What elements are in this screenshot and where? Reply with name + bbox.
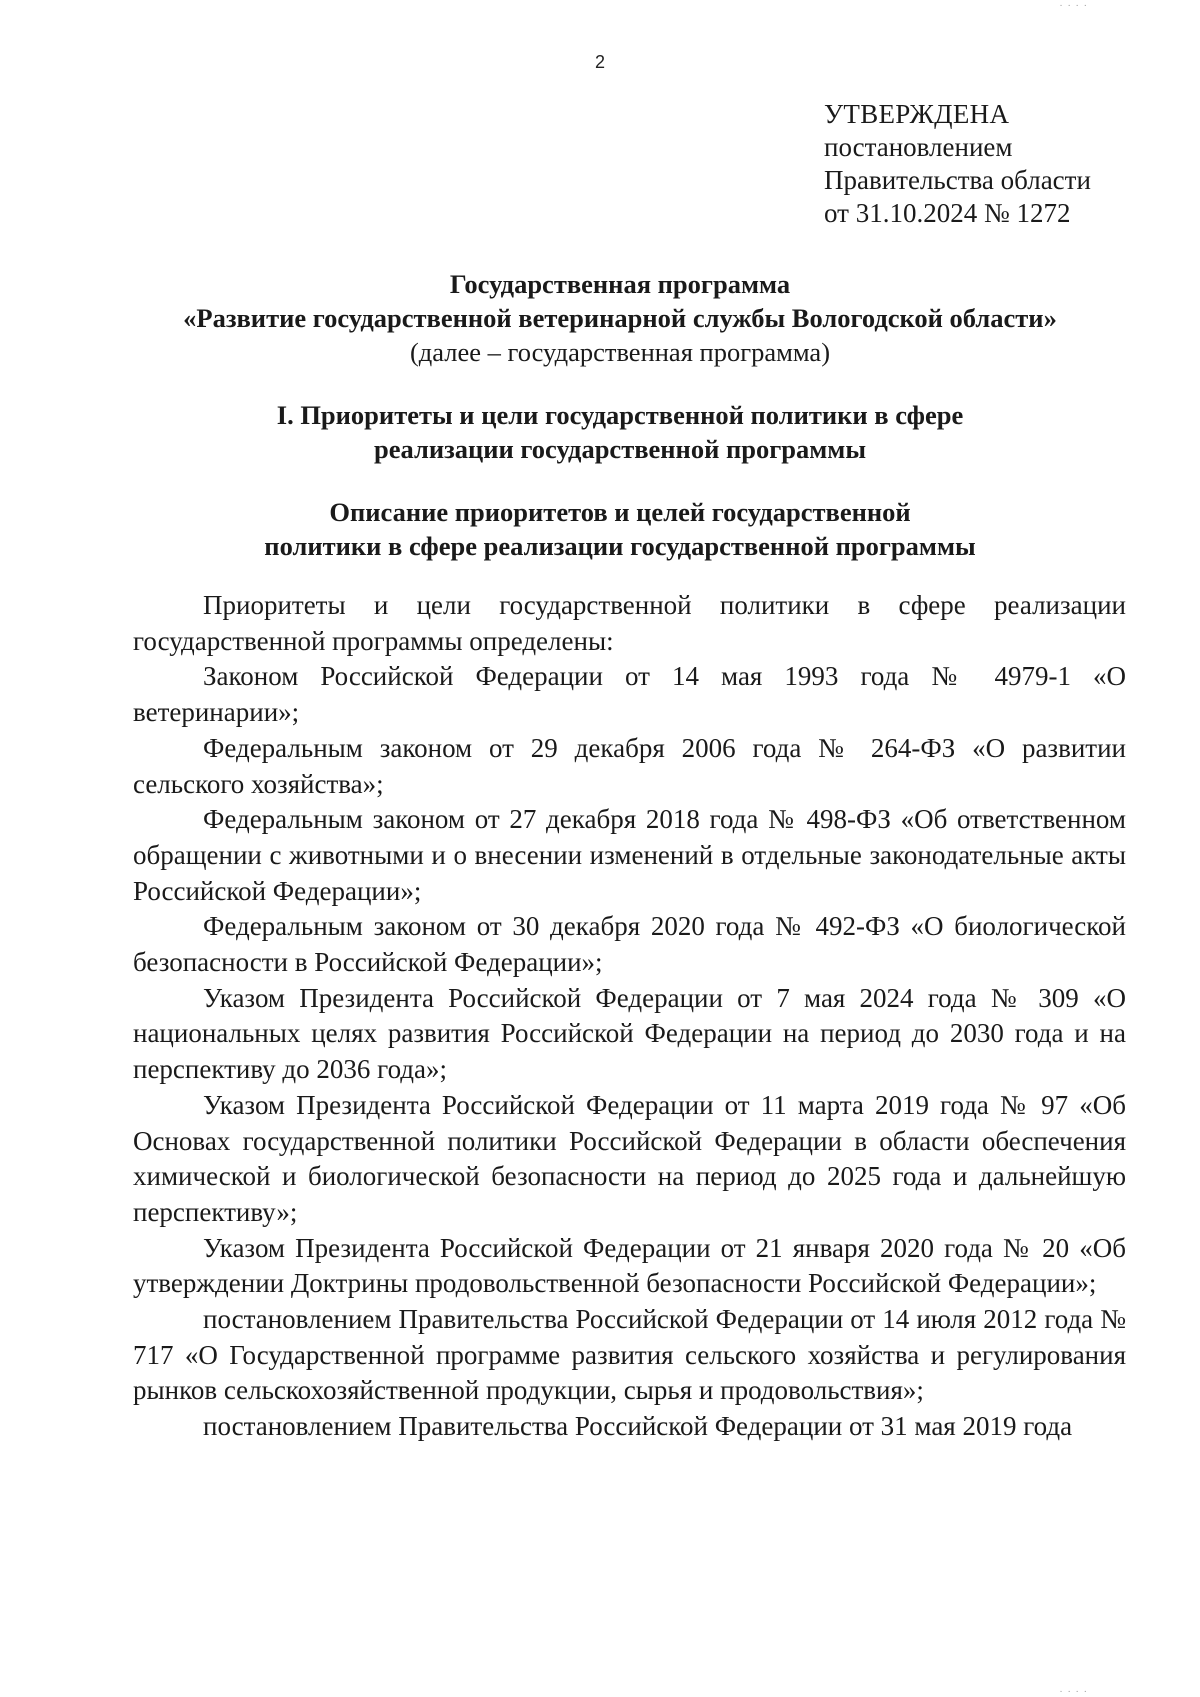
paragraph: постановлением Правительства Российской Федерации от 31 мая 2019 года [203, 1411, 1073, 1442]
paragraph: Приоритеты и цели государственной политики в сфере реализации государственной программы определены: [133, 590, 1126, 656]
program-note: (далее – государственная программа) [409, 337, 831, 367]
paragraph: Федеральным законом от 27 декабря 2018 года № 498-ФЗ «Об ответственном обращении с животными и о внесении изменений в отдельные законодательные акты Российской Федерации»; [133, 804, 1126, 906]
scan-mark-bottom: · · · · [1059, 1686, 1088, 1697]
program-title: Государственная программа [449, 269, 791, 299]
section-title-line-2: реализации государственной программы [373, 434, 867, 464]
paragraph: постановлением Правительства Российской Федерации от 14 июля 2012 года № 717 «О Государственной программе развития сельского хозяйства и регулирования рынков сельскохозяйственной продукции, сырья и продовольствия»; [133, 1304, 1126, 1406]
section-heading [120, 398, 1120, 466]
approval-title: УТВЕРЖДЕНА [824, 99, 1010, 129]
paragraph: Указом Президента Российской Федерации от 7 мая 2024 года № 309 «О национальных целях развития Российской Федерации на период до 2030 года и на перспективу до 2036 года»; [133, 982, 1126, 1085]
paragraph: Указом Президента Российской Федерации от 11 марта 2019 года № 97 «Об Основах государственной политики Российской Федерации в области обеспечения химической и биологической безопасности на период до 2025 года и дальнейшую перспективу»; [133, 1089, 1126, 1227]
paragraph: Указом Президента Российской Федерации от 21 января 2020 года № 20 «Об утверждении Доктрины продовольственной безопасности Российской Федерации»; [133, 1232, 1126, 1299]
document-body [133, 588, 1126, 1445]
approval-line-3: от 31.10.2024 № 1272 [824, 198, 1071, 228]
scan-mark-top: · · · · [1059, 0, 1088, 11]
page-number: 2 [594, 52, 605, 72]
approval-line-2: Правительства области [824, 165, 1091, 195]
program-heading [120, 267, 1120, 369]
program-name: «Развитие государственной ветеринарной службы Вологодской области» [183, 303, 1057, 333]
subsection-title-line-2: политики в сфере реализации государственной программы [264, 531, 976, 561]
approval-stamp [824, 98, 1184, 230]
paragraph: Федеральным законом от 29 декабря 2006 года № 264-ФЗ «О развитии сельского хозяйства»; [133, 732, 1126, 799]
paragraph: Федеральным законом от 30 декабря 2020 года № 492-ФЗ «О биологической безопасности в Российской Федерации»; [133, 911, 1126, 978]
paragraph: Законом Российской Федерации от 14 мая 1993 года № 4979-1 «О ветеринарии»; [133, 661, 1126, 728]
subsection-title-line-1: Описание приоритетов и целей государственной [329, 497, 911, 527]
approval-line-1: постановлением [824, 132, 1013, 162]
subsection-heading [120, 495, 1120, 563]
section-title-line-1: I. Приоритеты и цели государственной политики в сфере [276, 400, 964, 430]
